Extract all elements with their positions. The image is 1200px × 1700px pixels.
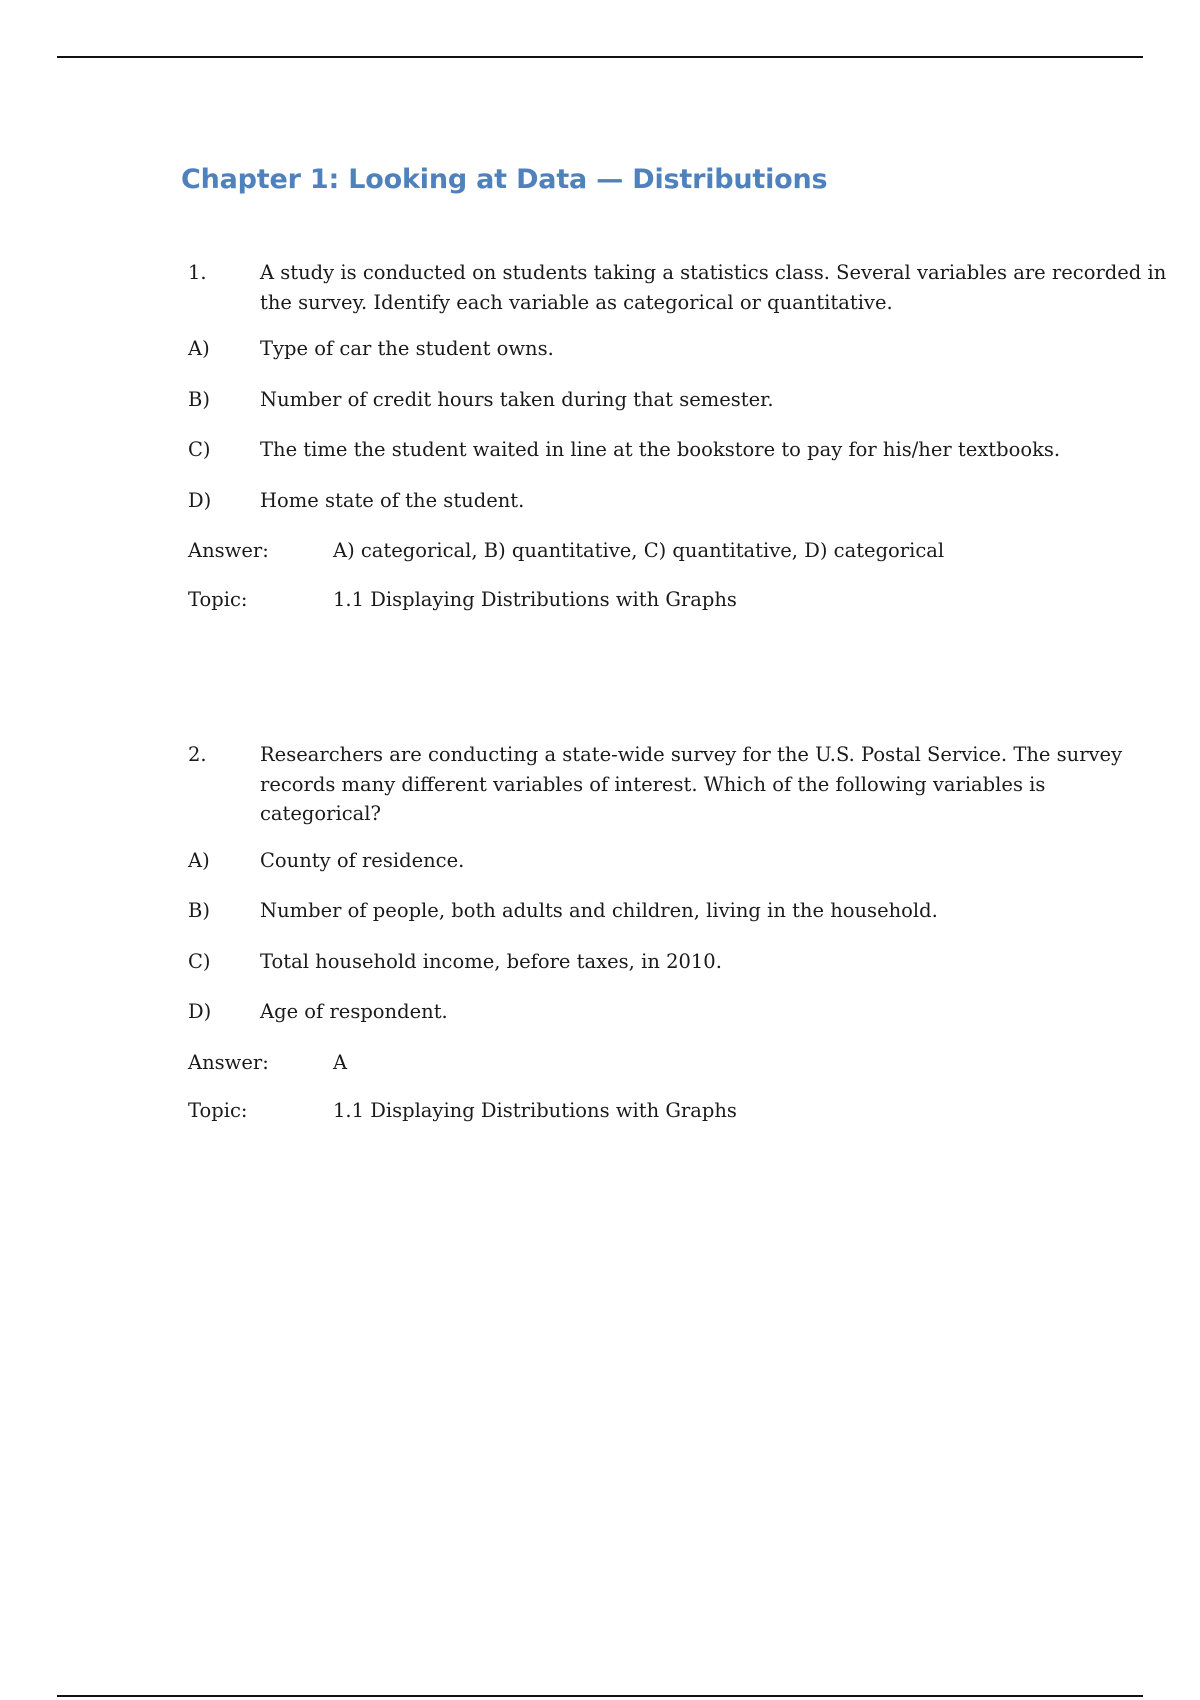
option-b [188,385,1118,415]
topic-label: Topic: [188,587,248,611]
option-label: D) [188,1000,212,1023]
question-stem [188,740,1123,829]
option-text: Total household income, before taxes, in 2010. [260,949,722,973]
option-a [188,846,1118,876]
option-text: Number of people, both adults and children, living in the household. [260,899,938,922]
option-text: County of residence. [260,848,465,872]
stem-line: Researchers are conducting a state-wide survey for the U.S. Postal Service. The survey [260,743,1123,766]
option-text: The time the student waited in line at the bookstore to pay for his/her textbooks. [260,438,1061,461]
topic-row [188,585,1118,615]
option-label: C) [188,438,211,461]
option-label: B) [188,387,210,411]
option-label: C) [188,949,211,973]
topic-label: Topic: [188,1099,248,1122]
option-label: D) [188,488,212,512]
option-text: Age of respondent. [260,1000,448,1023]
answer-label: Answer: [188,539,269,562]
option-label: A) [188,337,210,360]
answer-row [188,1048,1118,1078]
question-2 [188,740,1123,1145]
option-c [188,947,1118,977]
answer-value: A [333,1050,348,1074]
topic-value: 1.1 Displaying Distributions with Graphs [333,587,737,611]
stem-line: records many different variables of interest. Which of the following variables is [260,772,1046,796]
header-rule [57,56,1143,58]
footer-rule [57,1695,1143,1697]
topic-row [188,1096,1118,1126]
stem-line: categorical? [260,802,381,825]
question-stem [188,258,1167,317]
answer-row [188,536,1118,566]
question-number: 1. [188,261,207,284]
option-text: Number of credit hours taken during that semester. [260,387,774,411]
option-c [188,435,1118,465]
topic-value: 1.1 Displaying Distributions with Graphs [333,1099,737,1122]
option-label: A) [188,848,210,872]
question-1 [188,258,1167,633]
stem-line: the survey. Identify each variable as categorical or quantitative. [260,290,893,314]
chapter-title: Chapter 1: Looking at Data — Distributions [181,164,828,195]
option-label: B) [188,899,210,922]
option-b [188,896,1118,926]
option-a [188,334,1118,364]
option-d [188,997,1118,1027]
option-text: Type of car the student owns. [260,337,554,360]
answer-value: A) categorical, B) quantitative, C) quantitative, D) categorical [333,539,945,562]
answer-label: Answer: [188,1050,269,1074]
stem-line: A study is conducted on students taking a statistics class. Several variables are recorded in [260,261,1167,284]
option-text: Home state of the student. [260,488,525,512]
question-number: 2. [188,743,207,766]
option-d [188,486,1118,516]
